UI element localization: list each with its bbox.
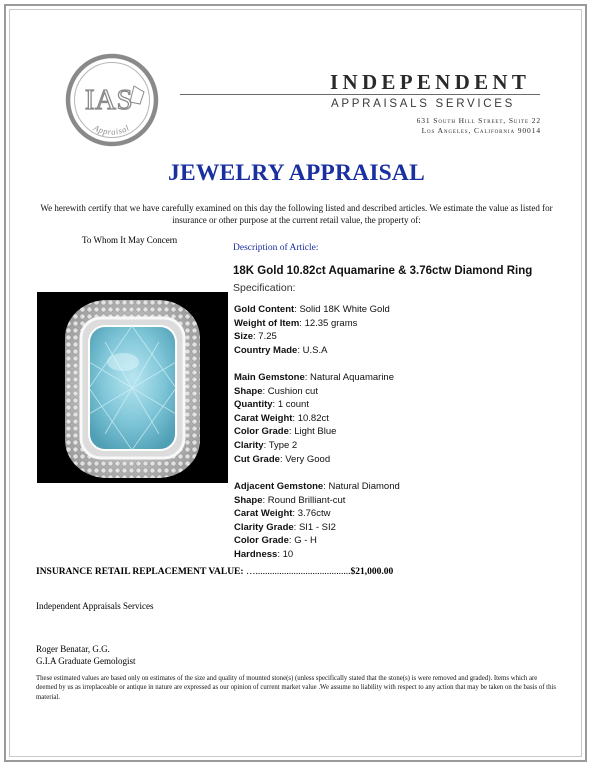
spec-row: Shape: Cushion cut: [234, 385, 318, 397]
certification-statement: We herewith certify that we have carefully examined on this day the following listed and described articles. We estimate the value as listed for insurance or other purpose at the current retail value, the property of:: [40, 203, 553, 225]
spec-row: Carat Weight: 10.82ct: [234, 412, 329, 424]
metal-specs: [234, 303, 390, 357]
header-divider: [180, 94, 540, 95]
spec-row: Weight of Item: 12.35 grams: [234, 317, 358, 329]
recipient: To Whom It May Concern: [82, 235, 178, 245]
insurance-value: [36, 567, 393, 577]
spec-row: Color Grade: Light Blue: [234, 426, 337, 438]
main-gemstone-specs: [234, 371, 394, 466]
ring-photo: [37, 292, 228, 483]
logo-monogram: IAS: [84, 84, 134, 116]
insurance-value-leader: …........................................: [245, 567, 351, 577]
company-address-line2: Los Angeles, California 90014: [421, 126, 541, 135]
ias-logo: [64, 52, 160, 148]
disclaimer: These estimated values are based only on estimates of the size and quality of mounted stone(s) (unless specifically stated that the stone(s) is were removed and graded). Items which are deemed by us as irreplaceable or antique in nature are expressed as our opinion of current market value .We assume no liability with respect to any action that may be taken on the basis of this material.: [36, 675, 556, 701]
company-name: INDEPENDENT: [330, 70, 531, 94]
company-subtitle: APPRAISALS SERVICES: [331, 98, 516, 110]
item-title: 18K Gold 10.82ct Aquamarine & 3.76ctw Diamond Ring: [233, 265, 533, 277]
logo-ring-text: Appraisal: [91, 122, 132, 137]
description-label: Description of Article:: [233, 243, 319, 253]
spec-row: Clarity: Type 2: [234, 439, 298, 451]
spec-row: Cut Grade: Very Good: [234, 453, 331, 465]
spec-row: Gold Content: Solid 18K White Gold: [234, 304, 390, 315]
spec-row: Clarity Grade: SI1 - SI2: [234, 521, 336, 533]
spec-row: Adjacent Gemstone: Natural Diamond: [234, 481, 400, 492]
spec-row: Carat Weight: 3.76ctw: [234, 508, 331, 520]
spec-row: Main Gemstone: Natural Aquamarine: [234, 372, 394, 383]
spec-row: Quantity: 1 count: [234, 399, 309, 411]
signer-title: G.I.A Graduate Gemologist: [36, 656, 136, 666]
document-title: JEWELRY APPRAISAL: [168, 160, 425, 186]
spec-row: Hardness: 10: [234, 548, 294, 560]
spec-row: Size: 7.25: [234, 331, 277, 343]
spec-row: Color Grade: G - H: [234, 535, 317, 547]
adjacent-gemstone-specs: [234, 480, 400, 562]
specification-label: Specification:: [233, 282, 296, 294]
footer-company: Independent Appraisals Services: [36, 601, 154, 611]
signer-name: Roger Benatar, G.G.: [36, 644, 110, 654]
company-address-line1: 631 South Hill Street, Suite 22: [416, 116, 541, 125]
spec-row: Country Made: U.S.A: [234, 344, 328, 356]
insurance-value-amount: $21,000.00: [350, 567, 394, 577]
spec-row: Shape: Round Brilliant-cut: [234, 494, 346, 506]
insurance-value-label: INSURANCE RETAIL REPLACEMENT VALUE:: [36, 567, 244, 577]
